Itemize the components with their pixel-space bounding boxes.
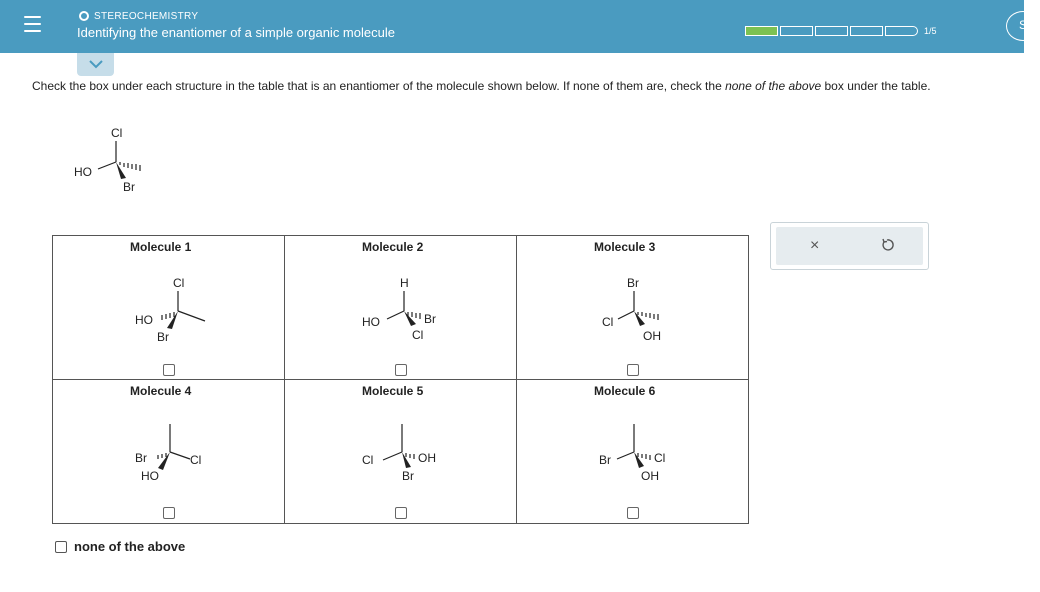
molecule-6-structure [517, 402, 749, 502]
molecule-cell [285, 236, 517, 380]
atom-label: HO [362, 315, 380, 329]
none-of-the-above-checkbox[interactable] [55, 541, 67, 553]
atom-label: HO [135, 313, 153, 327]
profile-initial: S [1019, 18, 1028, 32]
atom-label: Cl [173, 276, 185, 290]
molecule-5-structure [285, 402, 517, 502]
molecule-4-checkbox[interactable] [163, 507, 175, 519]
profile-button[interactable] [1006, 11, 1040, 41]
atom-label: OH [418, 451, 436, 465]
molecule-cell [53, 380, 285, 524]
molecule-3-checkbox[interactable] [627, 364, 639, 376]
atom-label: Br [157, 330, 169, 344]
molecule-cell [285, 380, 517, 524]
molecule-4-structure [53, 402, 285, 502]
progress-segment [815, 26, 848, 36]
progress-text: 1/5 [924, 26, 937, 36]
molecule-title: Molecule 4 [130, 384, 192, 398]
molecule-6-checkbox[interactable] [627, 507, 639, 519]
molecule-cell [53, 236, 285, 380]
molecule-title: Molecule 3 [594, 240, 656, 254]
tool-bar [776, 227, 923, 265]
reference-molecule [70, 120, 180, 200]
atom-label: Br [424, 312, 436, 326]
atom-label: Cl [190, 453, 202, 467]
instructions-text-2: box under the table. [821, 79, 931, 93]
topic-status-icon [79, 11, 89, 21]
atom-label: Cl [602, 315, 614, 329]
molecule-cell [517, 236, 749, 380]
molecule-table [52, 235, 749, 524]
instructions-text-1: Check the box under each structure in the table that is an enantiomer of the molecule shown below. If none of them are, check the [32, 79, 726, 93]
instructions [32, 79, 1028, 94]
progress-segment [885, 26, 918, 36]
none-of-the-above-label: none of the above [74, 539, 186, 554]
molecule-3-structure [517, 258, 749, 358]
undo-icon[interactable] [880, 238, 894, 252]
progress-bar [745, 26, 918, 36]
molecule-cell [517, 380, 749, 524]
atom-label: Cl [412, 328, 424, 342]
clear-button[interactable]: × [810, 237, 820, 254]
molecule-2-structure [285, 258, 517, 358]
atom-label: H [400, 276, 409, 290]
expand-toggle[interactable] [77, 53, 114, 76]
molecule-title: Molecule 5 [362, 384, 424, 398]
top-bar [0, 0, 1028, 53]
topic-label: STEREOCHEMISTRY [94, 11, 199, 22]
answer-tools [770, 222, 929, 270]
none-of-the-above-option[interactable] [55, 539, 185, 554]
molecule-5-checkbox[interactable] [395, 507, 407, 519]
atom-label: Br [123, 180, 135, 194]
page-title: Identifying the enantiomer of a simple organic molecule [77, 25, 395, 40]
atom-label: OH [641, 469, 659, 483]
molecule-1-structure [53, 258, 285, 358]
hash-bond [120, 162, 140, 171]
atom-label: Br [627, 276, 639, 290]
progress-segment [850, 26, 883, 36]
progress-segment [745, 26, 778, 36]
menu-icon[interactable] [24, 16, 41, 34]
chevron-down-icon [89, 59, 103, 69]
atom-label: Cl [362, 453, 374, 467]
atom-label: Br [599, 453, 611, 467]
molecule-1-checkbox[interactable] [163, 364, 175, 376]
instructions-emphasis: none of the above [725, 79, 822, 93]
molecule-2-checkbox[interactable] [395, 364, 407, 376]
atom-label: HO [74, 165, 92, 179]
molecule-title: Molecule 1 [130, 240, 192, 254]
atom-label: Br [402, 469, 414, 483]
atom-label: Cl [654, 451, 666, 465]
atom-label: HO [141, 469, 159, 483]
atom-label: Br [135, 451, 147, 465]
molecule-title: Molecule 2 [362, 240, 424, 254]
molecule-title: Molecule 6 [594, 384, 656, 398]
atom-label: OH [643, 329, 661, 343]
progress-segment [780, 26, 813, 36]
atom-label: Cl [111, 126, 123, 140]
